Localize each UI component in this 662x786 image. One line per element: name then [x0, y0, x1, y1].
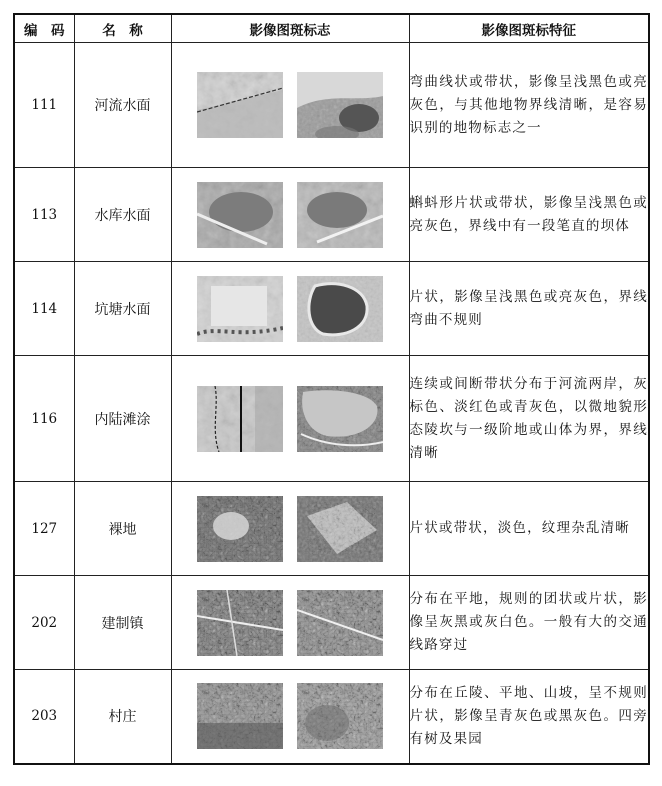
header-image: 影像图斑标志 [171, 14, 409, 43]
row-name: 村庄 [74, 670, 171, 764]
table-row [14, 356, 649, 482]
image-pair [171, 356, 409, 482]
row-code: 113 [14, 168, 74, 262]
row-code: 203 [14, 670, 74, 764]
header-row [14, 14, 649, 43]
image-pair [171, 168, 409, 262]
row-name: 裸地 [74, 482, 171, 576]
row-description: 片状，影像呈浅黑色或亮灰色，界线弯曲不规则 [409, 262, 649, 356]
image-pair [171, 43, 409, 168]
reservoir-left-photo-icon [197, 182, 283, 248]
image-pair [171, 670, 409, 764]
image-pair [171, 262, 409, 356]
table-row [14, 168, 649, 262]
pond-right-photo-icon [297, 276, 383, 342]
town-right-photo-icon [297, 590, 383, 656]
row-description: 连续或间断带状分布于河流两岸，灰标色、淡红色或青灰色，以微地貌形态陵坎与一级阶地或山体为界，界线清晰 [409, 356, 649, 482]
bare-land-left-photo-icon [197, 496, 283, 562]
river-right-photo-icon [297, 72, 383, 138]
row-code: 111 [14, 43, 74, 168]
table-row [14, 576, 649, 670]
image-pair [171, 482, 409, 576]
reservoir-right-photo-icon [297, 182, 383, 248]
header-code: 编 码 [14, 14, 74, 43]
row-code: 127 [14, 482, 74, 576]
row-name: 建制镇 [74, 576, 171, 670]
row-description: 分布在丘陵、平地、山坡，呈不规则片状，影像呈青灰色或黑灰色。四旁有树及果园 [409, 670, 649, 764]
header-feature: 影像图斑标特征 [409, 14, 649, 43]
row-description: 分布在平地，规则的团状或片状，影像呈灰黑或灰白色。一般有大的交通线路穿过 [409, 576, 649, 670]
tidal-flat-right-photo-icon [297, 386, 383, 452]
table-row [14, 670, 649, 764]
table-row [14, 43, 649, 168]
image-pair [171, 576, 409, 670]
row-description: 弯曲线状或带状，影像呈浅黑色或亮灰色，与其他地物界线清晰，是容易识别的地物标志之一 [409, 43, 649, 168]
row-name: 河流水面 [74, 43, 171, 168]
row-description: 片状或带状，淡色，纹理杂乱清晰 [409, 482, 649, 576]
river-left-photo-icon [197, 72, 283, 138]
row-code: 202 [14, 576, 74, 670]
row-description: 蝌蚪形片状或带状，影像呈浅黑色或亮灰色，界线中有一段笔直的坝体 [409, 168, 649, 262]
header-name: 名 称 [74, 14, 171, 43]
table-row [14, 262, 649, 356]
row-name: 内陆滩涂 [74, 356, 171, 482]
table-row [14, 482, 649, 576]
row-code: 116 [14, 356, 74, 482]
pond-left-photo-icon [197, 276, 283, 342]
land-use-table [13, 13, 650, 765]
village-right-photo-icon [297, 683, 383, 749]
village-left-photo-icon [197, 683, 283, 749]
row-code: 114 [14, 262, 74, 356]
bare-land-right-photo-icon [297, 496, 383, 562]
tidal-flat-left-photo-icon [197, 386, 283, 452]
town-left-photo-icon [197, 590, 283, 656]
row-name: 坑塘水面 [74, 262, 171, 356]
row-name: 水库水面 [74, 168, 171, 262]
